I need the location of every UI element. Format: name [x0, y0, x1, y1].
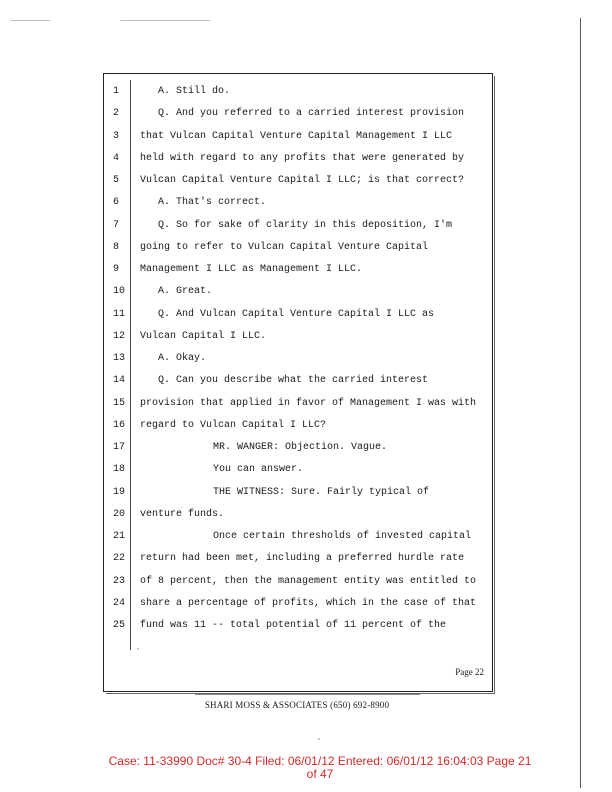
- line-number: 4: [113, 152, 120, 164]
- line-number: 14: [113, 375, 126, 387]
- transcript-line: [103, 615, 491, 637]
- line-text: provision that applied in favor of Management I was with: [140, 397, 477, 409]
- line-number: 13: [113, 353, 126, 364]
- line-text: You can answer.: [213, 464, 304, 476]
- court-stamp-line-1: Case: 11-33990 Doc# 30-4 Filed: 06/01/12 Entered: 06/01/12 16:04:03 Page 21: [108, 754, 532, 768]
- line-number: 16: [113, 419, 126, 431]
- line-number: 8: [113, 241, 120, 253]
- transcript-line: [103, 370, 491, 392]
- scan-edge-rule: [580, 18, 581, 788]
- scan-speck: [137, 648, 139, 650]
- reporter-footer: SHARI MOSS & ASSOCIATES (650) 692-8900: [204, 700, 390, 710]
- transcript-line: [103, 393, 491, 415]
- transcript-line: [103, 81, 491, 103]
- line-number: 9: [113, 264, 120, 275]
- line-number: 3: [113, 130, 120, 142]
- line-number: 12: [113, 330, 126, 342]
- transcript-line: [103, 170, 491, 192]
- line-number: 10: [113, 286, 126, 298]
- page-number: Page 22: [455, 667, 484, 677]
- transcript-line: [103, 415, 491, 437]
- transcript-line: [103, 437, 491, 459]
- scan-speck: [120, 20, 210, 21]
- line-text: share a percentage of profits, which in the case of that: [140, 597, 477, 609]
- line-number: 20: [113, 508, 126, 520]
- transcript-line: [103, 126, 491, 148]
- line-text: Q. And you referred to a carried interest provision: [158, 108, 465, 120]
- line-number: 21: [113, 531, 126, 542]
- line-text: regard to Vulcan Capital I LLC?: [140, 419, 327, 431]
- line-text: Q. And Vulcan Capital Venture Capital I LLC as: [158, 308, 435, 320]
- transcript-line: [103, 348, 491, 370]
- line-text: of 8 percent, then the management entity was entitled to: [140, 575, 477, 587]
- line-number: 2: [113, 108, 120, 120]
- line-number: 17: [113, 442, 126, 453]
- transcript-line: [103, 103, 491, 125]
- line-text: A. Okay.: [158, 353, 207, 364]
- transcript-line: [103, 259, 491, 281]
- transcript-line: [103, 593, 491, 615]
- line-text: that Vulcan Capital Venture Capital Management I LLC: [140, 130, 453, 142]
- line-text: return had been met, including a preferred hurdle rate: [140, 553, 465, 565]
- line-text: Vulcan Capital Venture Capital I LLC; is that correct?: [140, 175, 465, 186]
- transcript-line: [103, 192, 491, 214]
- line-text: held with regard to any profits that were generated by: [140, 152, 465, 164]
- line-text: Once certain thresholds of invested capital: [213, 531, 472, 542]
- transcript-line: [103, 504, 491, 526]
- line-number: 1: [113, 86, 120, 97]
- line-number: 15: [113, 397, 126, 409]
- line-number: 18: [113, 464, 126, 476]
- transcript-line: [103, 215, 491, 237]
- transcript-line: [103, 548, 491, 570]
- line-text: MR. WANGER: Objection. Vague.: [213, 442, 388, 453]
- line-text: Q. So for sake of clarity in this deposition, I'm: [158, 219, 453, 231]
- line-number: 24: [113, 597, 126, 609]
- scan-speck: [10, 20, 50, 21]
- line-number: 5: [113, 175, 120, 186]
- transcript-line: [103, 237, 491, 259]
- line-text: Vulcan Capital I LLC.: [140, 330, 267, 342]
- transcript-line: [103, 304, 491, 326]
- line-text: THE WITNESS: Sure. Fairly typical of: [213, 486, 430, 498]
- transcript-line: [103, 526, 491, 548]
- line-text: going to refer to Vulcan Capital Venture Capital: [140, 241, 429, 253]
- line-number: 6: [113, 197, 120, 209]
- line-text: A. Great.: [158, 286, 213, 298]
- transcript-line: [103, 459, 491, 481]
- line-number: 25: [113, 620, 126, 631]
- footer-rule: [195, 694, 420, 695]
- line-text: Management I LLC as Management I LLC.: [140, 264, 363, 275]
- line-number: 23: [113, 575, 126, 587]
- line-number: 11: [113, 308, 126, 320]
- line-text: A. That's correct.: [158, 197, 267, 209]
- court-filing-stamp: [60, 755, 580, 781]
- line-number: 7: [113, 219, 120, 231]
- line-number: 22: [113, 553, 126, 565]
- line-number: 19: [113, 486, 126, 498]
- line-text: Q. Can you describe what the carried interest: [158, 375, 429, 387]
- line-text: venture funds.: [140, 508, 225, 520]
- transcript-line: [103, 571, 491, 593]
- transcript-line: [103, 281, 491, 303]
- scan-speck: [318, 738, 320, 740]
- transcript-line: [103, 482, 491, 504]
- transcript-line: [103, 326, 491, 348]
- court-stamp-line-2: of 47: [306, 767, 334, 781]
- line-text: A. Still do.: [158, 86, 231, 97]
- transcript-line: [103, 148, 491, 170]
- line-text: fund was 11 -- total potential of 11 percent of the: [140, 620, 447, 631]
